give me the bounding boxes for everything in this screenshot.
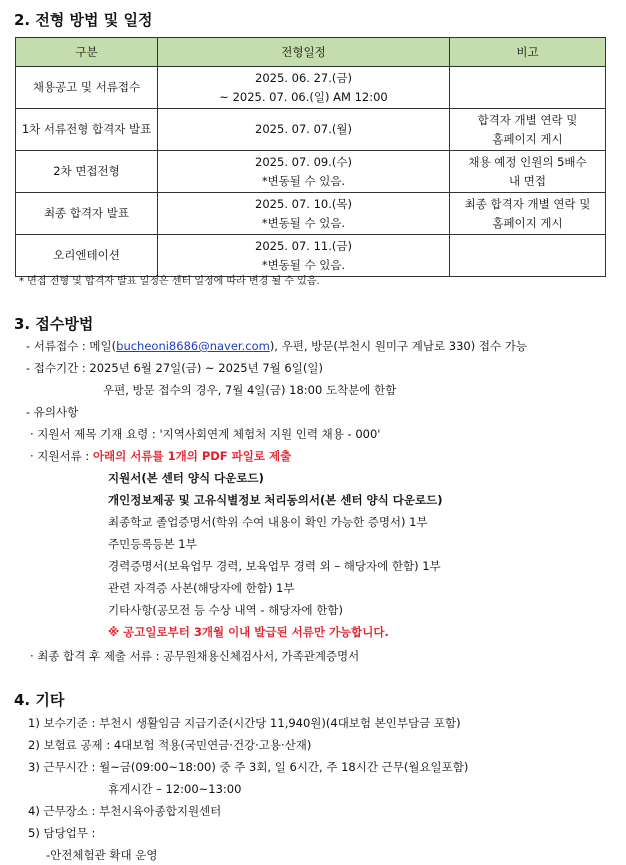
document-item: 최종학교 졸업증명서(학위 수여 내용이 확인 가능한 증명서) 1부: [108, 515, 428, 529]
row-schedule: [158, 193, 450, 235]
remarks-line: 내 면접: [509, 173, 546, 188]
schedule-line: *변동될 수 있음.: [261, 215, 346, 230]
submission-method-label: - 서류접수 : 메일(: [26, 339, 117, 353]
table-row: [16, 109, 606, 151]
schedule-line: 2025. 07. 10.(목): [255, 196, 352, 211]
row-remarks: [450, 193, 606, 235]
section-4-title: 4. 기타: [14, 691, 65, 709]
row-schedule: [158, 151, 450, 193]
submission-method-line: [26, 338, 527, 354]
remarks-line: 홈페이지 게시: [492, 131, 563, 146]
etc-item: 1) 보수기준 : 부천시 생활임금 지급기준(시간당 11,940원)(4대보험 본인부담금 포함): [28, 716, 461, 730]
document-item: 기타사항(공모전 등 수상 내역 - 해당자에 한함): [108, 603, 344, 617]
submission-period-line: - 접수기간 : 2025년 6월 27일(금) ~ 2025년 7월 6일(일): [26, 361, 323, 375]
row-category: 최종 합격자 발표: [16, 193, 158, 235]
application-docs-line: [30, 448, 291, 464]
row-category: 1차 서류전형 합격자 발표: [16, 109, 158, 151]
table-row: [16, 67, 606, 109]
document-item: 경력증명서(보육업무 경력, 보육업무 경력 외 – 해당자에 한함) 1부: [108, 559, 441, 573]
etc-item: -안전체험관 확대 운영: [46, 848, 158, 862]
application-docs-label: · 지원서류 :: [30, 449, 93, 463]
row-category: 오리엔테이션: [16, 235, 158, 277]
table-row: [16, 151, 606, 193]
row-schedule: [158, 235, 450, 277]
submission-method-rest: ), 우편, 방문(부천시 원미구 계남로 330) 접수 가능: [269, 339, 527, 353]
table-row: [16, 235, 606, 277]
schedule-line: 2025. 06. 27.(금): [255, 70, 352, 85]
section-2-title: 2. 전형 방법 및 일정: [14, 11, 153, 29]
schedule-note: * 면접 전형 및 합격자 발표 일정은 센터 일정에 따라 변경 될 수 있음.: [19, 276, 320, 287]
schedule-table: [15, 37, 606, 277]
final-docs-line: · 최종 합격 후 제출 서류 : 공무원채용신체검사서, 가족관계증명서: [30, 649, 360, 663]
warning-notice: ※ 공고일로부터 3개월 이내 발급된 서류만 가능합니다.: [108, 625, 389, 639]
section-3-title: 3. 접수방법: [14, 315, 94, 333]
row-schedule: [158, 67, 450, 109]
schedule-line: *변동될 수 있음.: [261, 257, 346, 272]
schedule-line: 2025. 07. 11.(금): [255, 238, 352, 253]
etc-item: 3) 근무시간 : 월~금(09:00~18:00) 중 주 3회, 일 6시간, 주 18시간 근무(월요일포함): [28, 760, 469, 774]
header-remarks: 비고: [450, 38, 606, 67]
row-remarks: [450, 235, 606, 277]
schedule-line: *변동될 수 있음.: [261, 173, 346, 188]
row-category: 채용공고 및 서류접수: [16, 67, 158, 109]
remarks-line: 홈페이지 게시: [492, 215, 563, 230]
etc-item: 휴게시간 – 12:00~13:00: [108, 782, 242, 796]
header-category: 구분: [16, 38, 158, 67]
row-schedule: [158, 109, 450, 151]
etc-item: 5) 담당업무 :: [28, 826, 96, 840]
row-remarks: [450, 109, 606, 151]
schedule-line: 2025. 07. 07.(월): [255, 122, 352, 136]
remarks-line: 채용 예정 인원의 5배수: [468, 154, 587, 169]
document-item: 지원서(본 센터 양식 다운로드): [108, 471, 264, 485]
precautions-heading: - 유의사항: [26, 405, 79, 419]
document-item: 개인정보제공 및 고유식별정보 처리동의서(본 센터 양식 다운로드): [108, 493, 443, 507]
table-row: [16, 193, 606, 235]
etc-item: 2) 보험료 공제 : 4대보험 적용(국민연금·건강·고용·산재): [28, 738, 312, 752]
row-category: 2차 면접전형: [16, 151, 158, 193]
row-remarks: [450, 67, 606, 109]
etc-item: 4) 근무장소 : 부천시육아종합지원센터: [28, 804, 222, 818]
schedule-line: ~ 2025. 07. 06.(일) AM 12:00: [219, 89, 388, 104]
submission-period-note: 우편, 방문 접수의 경우, 7월 4일(금) 18:00 도착분에 한함: [103, 383, 397, 397]
document-item: 관련 자격증 사본(해당자에 한함) 1부: [108, 581, 295, 595]
application-docs-instruction: 아래의 서류를 1개의 PDF 파일로 제출: [92, 449, 292, 463]
header-schedule: 전형일정: [158, 38, 450, 67]
remarks-line: 최종 합격자 개별 연락 및: [464, 196, 591, 211]
table-header-row: [16, 38, 606, 67]
schedule-line: 2025. 07. 09.(수): [255, 154, 352, 169]
document-item: 주민등록등본 1부: [108, 537, 197, 551]
application-title-rule: · 지원서 제목 기재 요령 : '지역사회연계 체험처 지원 인력 채용 - 000': [30, 427, 381, 441]
remarks-line: 합격자 개별 연락 및: [477, 112, 578, 127]
row-remarks: [450, 151, 606, 193]
email-link[interactable]: bucheoni8686@naver.com: [116, 339, 270, 353]
